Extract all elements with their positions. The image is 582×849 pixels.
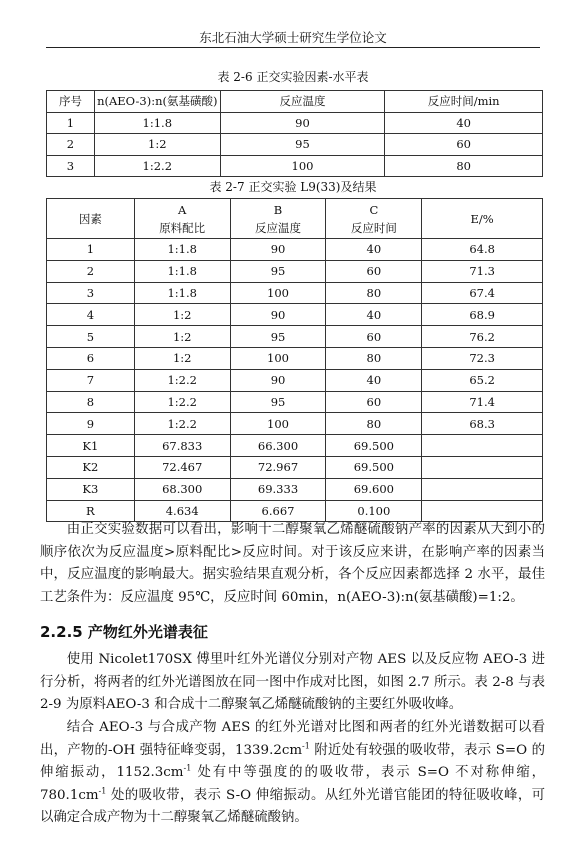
paragraph-3	[40, 717, 545, 830]
table-cell: 1:1.8	[134, 260, 230, 282]
table-cell: 1:2.2	[134, 391, 230, 413]
table-2-7-caption: 表 2-7 正交实验 L9(33)及结果	[209, 180, 377, 194]
table-cell: 68.300	[134, 478, 230, 500]
header-cell: n(AEO-3):n(氨基磺酸)	[94, 91, 220, 113]
table-cell: 1	[47, 112, 95, 134]
table-cell: 68.3	[422, 413, 543, 435]
table-row	[47, 239, 543, 261]
table-cell: 71.3	[422, 260, 543, 282]
table-cell: 69.500	[326, 456, 422, 478]
table-cell: 90	[230, 239, 326, 261]
table-row	[47, 435, 543, 457]
table-cell: 60	[326, 326, 422, 348]
table-cell: 68.9	[422, 304, 543, 326]
table-cell: 1:2	[94, 134, 220, 156]
table-row	[47, 326, 543, 348]
paragraph-2	[40, 649, 545, 717]
table-cell: 5	[47, 326, 135, 348]
table-2-6-caption: 表 2-6 正交实验因素-水平表	[217, 70, 369, 84]
table-cell: 1:2.2	[134, 369, 230, 391]
table-2-6	[46, 90, 543, 177]
table-cell: 1:2	[134, 326, 230, 348]
factor-code: B	[273, 202, 283, 217]
table-cell: 72.967	[230, 456, 326, 478]
text-run: 处有中等强度的的吸收带，表示 S=O 不对称伸缩，780.1cm	[40, 765, 545, 803]
superscript: -1	[183, 763, 192, 773]
table-2-7-body	[47, 239, 543, 522]
table-2-7	[46, 198, 543, 522]
table-cell: 1:1.8	[134, 239, 230, 261]
table-row	[47, 391, 543, 413]
table-cell: 100	[230, 347, 326, 369]
header-cell: 反应温度	[220, 91, 385, 113]
table-cell: 69.333	[230, 478, 326, 500]
table-cell: 80	[326, 413, 422, 435]
table-cell: K1	[47, 435, 135, 457]
text-run: 结合 AEO-3 与合成产物 AES 的红外光谱对比图和两者的红外光谱数据可以看出，产物的-OH 强特征峰变弱，1339.2cm	[40, 720, 545, 758]
text-run: 处的吸收带，表示 S-O 伸缩振动。从红外光谱官能团的特征吸收峰，可以确定合成产物为十二醇聚氧乙烯醚硫酸钠。	[40, 787, 545, 826]
table-cell: 90	[230, 304, 326, 326]
header-cell: 反应时间/min	[385, 91, 543, 113]
table-row	[47, 413, 543, 435]
table-cell: 67.833	[134, 435, 230, 457]
table-cell: 6.667	[230, 500, 326, 522]
paragraph-text: 使用 Nicolet170SX 傅里叶红外光谱仪分别对产物 AES 以及反应物 AEO-3 进行分析，将两者的红外光谱图放在同一图中作成对比图，如图 2.7 所示。表 2-8 与表 2-9 为原料AEO-3 和合成十二醇聚氧乙烯醚硫酸钠的主要红外吸收峰。	[40, 652, 545, 713]
table-cell: 67.4	[422, 282, 543, 304]
table-cell: 1:2.2	[134, 413, 230, 435]
table-cell: 1:2	[134, 304, 230, 326]
table-cell: 90	[220, 112, 385, 134]
table-cell	[422, 478, 543, 500]
table-cell: 76.2	[422, 326, 543, 348]
table-cell: 69.500	[326, 435, 422, 457]
table-row	[47, 155, 543, 177]
table-cell: 100	[220, 155, 385, 177]
header-cell-c	[326, 199, 422, 239]
factor-name: 反应温度	[255, 220, 302, 235]
table-cell	[422, 435, 543, 457]
table-row	[47, 304, 543, 326]
table-cell: 95	[230, 391, 326, 413]
table-cell: 8	[47, 391, 135, 413]
table-cell: 7	[47, 369, 135, 391]
table-row	[47, 369, 543, 391]
table-cell: 80	[326, 347, 422, 369]
table-cell: 4.634	[134, 500, 230, 522]
table-cell: 1:1.8	[94, 112, 220, 134]
table-header-row	[47, 199, 543, 239]
superscript: -1	[302, 741, 310, 751]
paragraph-1	[40, 519, 545, 609]
table-cell: 72.467	[134, 456, 230, 478]
header-cell-factor: 因素	[47, 199, 135, 239]
table-cell: 3	[47, 282, 135, 304]
table-cell: 100	[230, 413, 326, 435]
table-cell: 69.600	[326, 478, 422, 500]
table-row	[47, 347, 543, 369]
table-cell: K2	[47, 456, 135, 478]
table-cell: 0.100	[326, 500, 422, 522]
table-cell: 9	[47, 413, 135, 435]
table-cell: 4	[47, 304, 135, 326]
table-cell: 1:2	[134, 347, 230, 369]
table-cell: 40	[326, 239, 422, 261]
table-cell: 80	[326, 282, 422, 304]
table-header-row	[47, 91, 543, 113]
table-cell: 6	[47, 347, 135, 369]
factor-name: 原料配比	[159, 220, 206, 235]
header-cell: 序号	[47, 91, 95, 113]
table-cell: 3	[47, 155, 95, 177]
table-cell: 95	[230, 326, 326, 348]
table-cell: 2	[47, 260, 135, 282]
table-row	[47, 112, 543, 134]
table-cell: 2	[47, 134, 95, 156]
table-cell: 65.2	[422, 369, 543, 391]
table-cell: 40	[326, 369, 422, 391]
factor-code: C	[369, 202, 379, 217]
table-cell: 80	[385, 155, 543, 177]
text-run: 附近处有较强的吸收带，表示 S=O 的伸缩振动，1152.3cm	[40, 742, 545, 781]
table-row	[47, 134, 543, 156]
table-cell: 1	[47, 239, 135, 261]
paragraph-text: 由正交实验数据可以看出，影响十二醇聚氧乙烯醚硫酸钠产率的因素从大到小的顺序依次为反应温度>原料配比>反应时间。对于该反应来讲，在影响产率的因素当中，反应温度的影响最大。据实验结果直观分析，各个反应因素都选择 2 水平，最佳工艺条件为：反应温度 95℃，反应时间 60min，n(AEO-3):n(氨基磺酸)=1:2。	[40, 522, 545, 605]
table-cell: 60	[326, 391, 422, 413]
table-cell: 1:1.8	[134, 282, 230, 304]
factor-name: 反应时间	[350, 220, 397, 235]
table-cell: 100	[230, 282, 326, 304]
table-cell: 60	[326, 260, 422, 282]
table-cell: K3	[47, 478, 135, 500]
table-cell: 66.300	[230, 435, 326, 457]
table-cell: 71.4	[422, 391, 543, 413]
table-row	[47, 478, 543, 500]
table-cell: 90	[230, 369, 326, 391]
header-cell-b	[230, 199, 326, 239]
table-cell: 1:2.2	[94, 155, 220, 177]
table-row	[47, 260, 543, 282]
table-row	[47, 282, 543, 304]
factor-code: A	[178, 202, 187, 217]
table-cell: 64.8	[422, 239, 543, 261]
table-cell: 95	[220, 134, 385, 156]
header-cell-a	[134, 199, 230, 239]
table-cell: 72.3	[422, 347, 543, 369]
table-cell: 60	[385, 134, 543, 156]
table-row	[47, 456, 543, 478]
paragraph-text	[40, 717, 545, 830]
table-cell: 40	[385, 112, 543, 134]
header-rule	[46, 47, 540, 48]
table-cell: R	[47, 500, 135, 522]
header-cell-e: E/%	[422, 199, 543, 239]
table-cell: 95	[230, 260, 326, 282]
section-title: 2.2.5 产物红外光谱表征	[40, 623, 208, 641]
table-cell	[422, 456, 543, 478]
running-header: 东北石油大学硕士研究生学位论文	[199, 30, 387, 45]
superscript: -1	[98, 786, 107, 796]
table-cell: 40	[326, 304, 422, 326]
